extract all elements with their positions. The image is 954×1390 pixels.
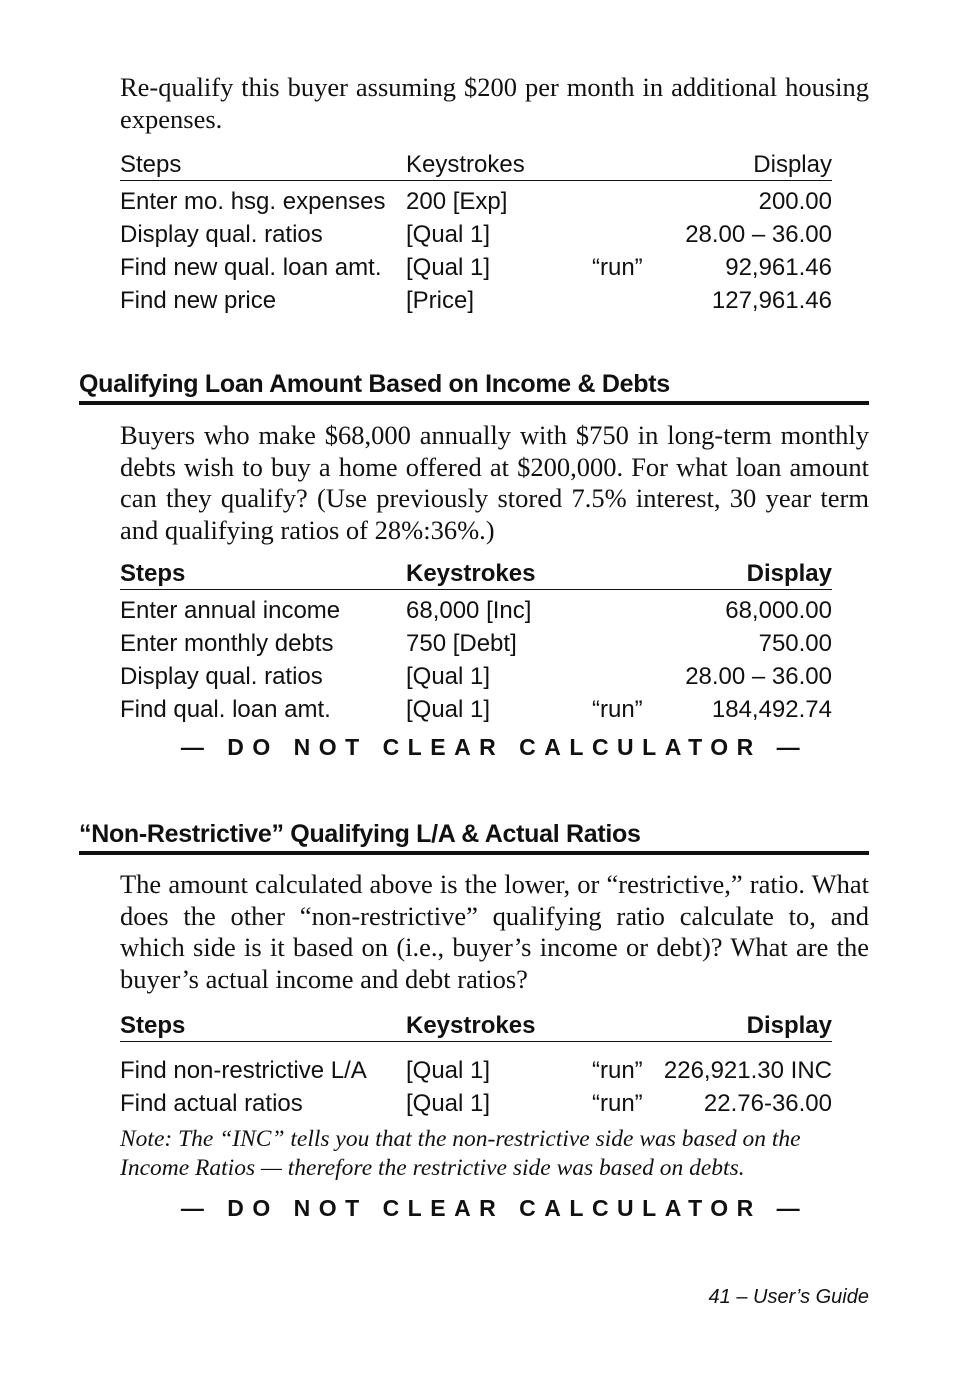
keystroke: 750 [Debt] [406, 630, 517, 657]
header-display: Display [746, 560, 832, 587]
table-row [120, 1054, 832, 1087]
header-display: Display [753, 151, 832, 178]
step-label: Find new price [120, 287, 277, 314]
display-value: 28.00 – 36.00 [685, 221, 832, 248]
table-row [120, 627, 832, 660]
header-keystrokes: Keystrokes [406, 151, 525, 178]
header-steps: Steps [120, 560, 186, 587]
keystroke: [Qual 1] [406, 1090, 491, 1117]
display-value: 200.00 [758, 188, 832, 215]
step-label: Enter mo. hsg. expenses [120, 188, 386, 215]
step-label: Display qual. ratios [120, 221, 323, 248]
table-header [120, 150, 832, 181]
keystroke: 200 [Exp] [406, 188, 508, 215]
steps-table-qualifying [120, 559, 832, 726]
table-header [120, 1011, 832, 1042]
steps-table-non-restrictive [120, 1011, 832, 1120]
section-title-qualifying-loan: Qualifying Loan Amount Based on Income & Debts [79, 367, 869, 405]
step-label: Enter monthly debts [120, 630, 334, 657]
step-label: Enter annual income [120, 597, 341, 624]
do-not-clear-notice: — DO NOT CLEAR CALCULATOR — [180, 734, 809, 760]
intro-paragraph: Re-qualify this buyer assuming $200 per month in additional housing expenses. [120, 72, 869, 134]
step-label: Display qual. ratios [120, 663, 323, 690]
steps-table-requalify [120, 150, 832, 317]
do-not-clear-notice: — DO NOT CLEAR CALCULATOR — [180, 1195, 809, 1221]
step-label: Find qual. loan amt. [120, 696, 331, 723]
keystroke: [Qual 1] [406, 696, 491, 723]
table-row [120, 594, 832, 627]
header-display: Display [746, 1012, 832, 1039]
keystroke: [Qual 1] [406, 1057, 491, 1084]
header-keystrokes: Keystrokes [406, 1012, 536, 1039]
keystroke: 68,000 [Inc] [406, 597, 532, 624]
keystroke: [Price] [406, 287, 475, 314]
display-value: 184,492.74 [711, 696, 832, 723]
keystroke: [Qual 1] [406, 254, 491, 281]
section1-paragraph: Buyers who make $68,000 annually with $750 in long-term monthly debts wish to buy a home offered at $200,000. For what loan amount can they qualify? (Use previously stored 7.5% interest, 30 year term and qualifying ratios of 28%:36%.) [120, 420, 869, 545]
keystroke: [Qual 1] [406, 221, 491, 248]
inc-note: Note: The “INC” tells you that the non-restrictive side was based on the Income Ratios — therefore the restrictive side was based on debts. [120, 1126, 801, 1181]
table-row [120, 185, 832, 218]
run-indicator: “run” [592, 696, 643, 723]
header-steps: Steps [120, 151, 182, 178]
display-value: 28.00 – 36.00 [685, 663, 832, 690]
step-label: Find new qual. loan amt. [120, 254, 382, 281]
section-title-non-restrictive: “Non-Restrictive” Qualifying L/A & Actual Ratios [79, 817, 869, 855]
header-steps: Steps [120, 1012, 186, 1039]
run-indicator: “run” [592, 1057, 643, 1084]
table-row [120, 660, 832, 693]
step-label: Find actual ratios [120, 1090, 303, 1117]
table-header [120, 559, 832, 590]
run-indicator: “run” [592, 1090, 643, 1117]
display-value: 127,961.46 [711, 287, 832, 314]
step-label: Find non-restrictive L/A [120, 1057, 367, 1084]
section2-paragraph: The amount calculated above is the lower, or “restrictive,” ratio. What does the other “non-restrictive” qualifying ratio calculate to, and which side is it based on (i.e., buyer’s income or debt)? What are the buyer’s actual income and debt ratios? [120, 869, 869, 994]
table-row [120, 284, 832, 317]
display-value: 750.00 [758, 630, 832, 657]
display-value: 22.76-36.00 [703, 1090, 832, 1117]
display-value: 92,961.46 [725, 254, 832, 281]
page-footer: 41 – User’s Guide [708, 1286, 869, 1308]
table-row [120, 251, 832, 284]
keystroke: [Qual 1] [406, 663, 491, 690]
table-row [120, 693, 832, 726]
table-row [120, 1087, 832, 1120]
display-value: 226,921.30 INC [663, 1057, 832, 1084]
display-value: 68,000.00 [725, 597, 832, 624]
table-row [120, 218, 832, 251]
run-indicator: “run” [592, 254, 643, 281]
header-keystrokes: Keystrokes [406, 560, 536, 587]
